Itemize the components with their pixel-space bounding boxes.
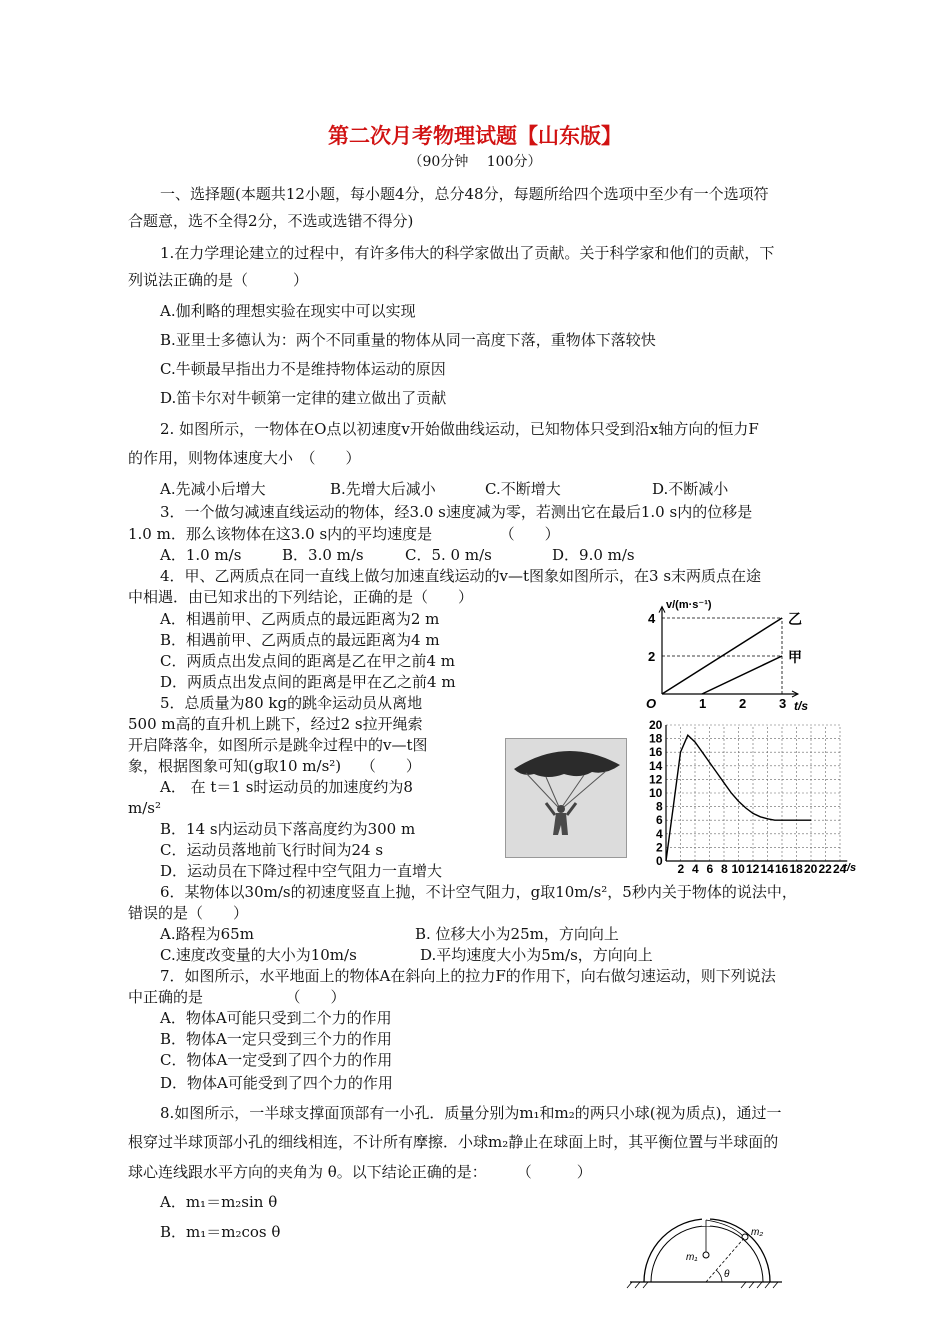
q5-stem-cont2: 开启降落伞，如图所示是跳伞过程中的v—t图 [128, 736, 428, 754]
q4-vt-graph [640, 596, 810, 716]
q5-stem-cont1: 500 m高的直升机上跳下，经过2 s拉开绳索 [128, 715, 423, 733]
q3-option-a: A．1.0 m/s [160, 546, 242, 564]
ball-m1 [703, 1252, 709, 1258]
label-m1: m₁ [686, 1252, 698, 1263]
q4-option-c: C．两质点出发点间的距离是乙在甲之前4 m [160, 652, 456, 670]
q1-stem: 1.在力学理论建立的过程中，有许多伟大的科学家做出了贡献。关于科学家和他们的贡献，下 [160, 244, 775, 262]
x-tick-label: 8 [721, 862, 728, 876]
q3-option-d: D．9.0 m/s [552, 546, 635, 564]
q4-stem: 4．甲、乙两质点在同一直线上做匀加速直线运动的v—t图象如图所示，在3 s末两质点在途 [160, 567, 762, 585]
q8-option-a: A．m₁＝m₂sin θ [160, 1193, 278, 1211]
q6-option-c: C.速度改变量的大小为10m/s [160, 946, 357, 964]
y-tick-label: 12 [649, 772, 663, 787]
q7-option-c: C．物体A一定受到了四个力的作用 [160, 1051, 393, 1069]
q4-option-b: B．相遇前甲、乙两质点的最远距离为4 m [160, 631, 440, 649]
x-tick-label: 3 [779, 696, 787, 711]
velocity-curve [666, 735, 811, 861]
q8-hemisphere-figure [626, 1212, 788, 1292]
y-tick-label: 6 [656, 813, 663, 828]
q1-option-a: A.伽利略的理想实验在现实中可以实现 [160, 302, 416, 320]
x-tick-label: 22 [818, 862, 832, 876]
origin-label: O [646, 696, 657, 711]
x-tick-label: 16 [775, 862, 789, 876]
x-tick-label: 6 [706, 862, 714, 876]
page-subtitle: （90分钟 100分） [408, 154, 542, 170]
q1-option-c: C.牛顿最早指出力不是维持物体运动的原因 [160, 360, 446, 378]
section-heading-cont: 合题意，选不全得2分，不选或选错不得分) [128, 212, 414, 230]
ground-hatching [627, 1282, 782, 1288]
x-tick-label: 18 [789, 862, 803, 876]
series-label-0: 乙 [788, 611, 802, 627]
q4-option-a: A．相遇前甲、乙两质点的最远距离为2 m [160, 610, 440, 628]
q2-option-c: C.不断增大 [485, 480, 561, 498]
q7-stem: 7．如图所示，水平地面上的物体A在斜向上的拉力F的作用下，向右做匀速运动，则下列说法 [160, 967, 776, 985]
q1-option-b: B.亚里士多德认为：两个不同重量的物体从同一高度下落，重物体下落较快 [160, 331, 656, 349]
q5-option-a-cont: m/s² [128, 799, 161, 817]
q8-stem-cont1: 根穿过半球顶部小孔的细线相连，不计所有摩擦．小球m₂静止在球面上时，其平衡位置与半球面的 [128, 1133, 779, 1151]
x-axis-label: t/s [794, 699, 809, 713]
x-tick-label: 2 [739, 696, 747, 711]
x-tick-label: 2 [677, 862, 685, 876]
y-axis-label: v/(m·s⁻¹) [666, 599, 712, 611]
y-tick-label: 8 [656, 799, 663, 814]
q3-option-b: B．3.0 m/s [282, 546, 364, 564]
parachute-photo [505, 738, 627, 858]
x-tick-label: 20 [804, 862, 818, 876]
q7-stem-cont: 中正确的是 （ ） [128, 988, 346, 1006]
q8-stem: 8.如图所示，一半球支撑面顶部有一小孔．质量分别为m₁和m₂的两只小球(视为质点)，通过一 [160, 1104, 782, 1122]
q8-stem-cont2: 球心连线跟水平方向的夹角为 θ。以下结论正确的是： （ ） [128, 1163, 592, 1181]
q3-stem-cont: 1.0 m．那么该物体在这3.0 s内的平均速度是 （ ） [128, 525, 560, 543]
y-tick-label: 4 [656, 826, 663, 841]
q5-stem-cont3: 象，根据图象可知(g取10 m/s²) （ ） [128, 757, 421, 775]
q6-option-d: D.平均速度大小为5m/s，方向向上 [420, 946, 653, 964]
y-tick-label: 2 [648, 649, 656, 664]
label-theta: θ [724, 1269, 730, 1280]
q4-option-d: D．两质点出发点间的距离是甲在乙之前4 m [160, 673, 456, 691]
label-m2: m₂ [751, 1227, 764, 1238]
q6-option-a: A.路程为65m [160, 925, 254, 943]
q5-vt-graph [640, 715, 865, 880]
y-tick-label: 14 [649, 758, 663, 773]
q7-option-d: D．物体A可能受到了四个力的作用 [160, 1074, 393, 1092]
q3-option-c: C．5. 0 m/s [405, 546, 492, 564]
page-title: 第二次月考物理试题【山东版】 [328, 124, 622, 148]
angle-arc [716, 1270, 722, 1282]
x-tick-label: 24 [833, 862, 847, 876]
q7-option-b: B．物体A一定只受到三个力的作用 [160, 1030, 392, 1048]
q1-option-d: D.笛卡尔对牛顿第一定律的建立做出了贡献 [160, 389, 447, 407]
y-tick-label: 20 [649, 718, 663, 732]
q4-stem-cont: 中相遇．由已知求出的下列结论，正确的是（ ） [128, 588, 474, 606]
q5-option-c: C．运动员落地前飞行时间为24 s [160, 841, 384, 859]
series-label-1: 甲 [788, 649, 802, 665]
string-m2 [706, 1220, 743, 1236]
q5-option-a: A． 在 t＝1 s时运动员的加速度约为8 [160, 778, 413, 796]
y-tick-label: 0 [656, 854, 663, 868]
y-tick-label: 4 [648, 611, 656, 626]
q2-option-d: D.不断减小 [652, 480, 729, 498]
q2-stem-cont: 的作用，则物体速度大小 （ ） [128, 449, 361, 467]
q6-stem: 6．某物体以30m/s的初速度竖直上抛，不计空气阻力，g取10m/s²，5秒内关于物体的说法中， [160, 883, 797, 901]
x-tick-label: 1 [699, 696, 707, 711]
x-tick-label: 10 [731, 862, 745, 876]
parachutist-illustration [506, 739, 626, 857]
x-axis-label: t/s [843, 862, 857, 874]
y-tick-label: 18 [649, 731, 663, 746]
q3-stem: 3．一个做匀减速直线运动的物体，经3.0 s速度减为零，若测出它在最后1.0 s内的位移是 [160, 503, 753, 521]
q6-option-b: B. 位移大小为25m，方向向上 [415, 925, 619, 943]
q5-option-d: D．运动员在下降过程中空气阻力一直增大 [160, 862, 443, 880]
q2-stem: 2. 如图所示，一物体在O点以初速度v开始做曲线运动，已知物体只受到沿x轴方向的恒力F [160, 420, 759, 438]
x-tick-label: 14 [760, 862, 774, 876]
q5-stem: 5．总质量为80 kg的跳伞运动员从离地 [160, 694, 423, 712]
q8-option-b: B．m₁＝m₂cos θ [160, 1223, 281, 1241]
x-tick-label: 12 [746, 862, 760, 876]
y-tick-label: 16 [649, 745, 663, 760]
y-tick-label: 10 [649, 786, 663, 800]
q7-option-a: A．物体A可能只受到二个力的作用 [160, 1009, 392, 1027]
q2-option-b: B.先增大后减小 [330, 480, 436, 498]
q6-stem-cont: 错误的是（ ） [128, 904, 249, 922]
x-tick-label: 4 [692, 862, 699, 876]
q5-option-b: B．14 s内运动员下落高度约为300 m [160, 820, 416, 838]
y-tick-label: 2 [656, 840, 663, 855]
q2-option-a: A.先减小后增大 [160, 480, 266, 498]
q1-stem-cont: 列说法正确的是（ ） [128, 271, 309, 289]
section-heading: 一、选择题(本题共12小题，每小题4分，总分48分，每题所给四个选项中至少有一个选项符 [160, 185, 769, 203]
